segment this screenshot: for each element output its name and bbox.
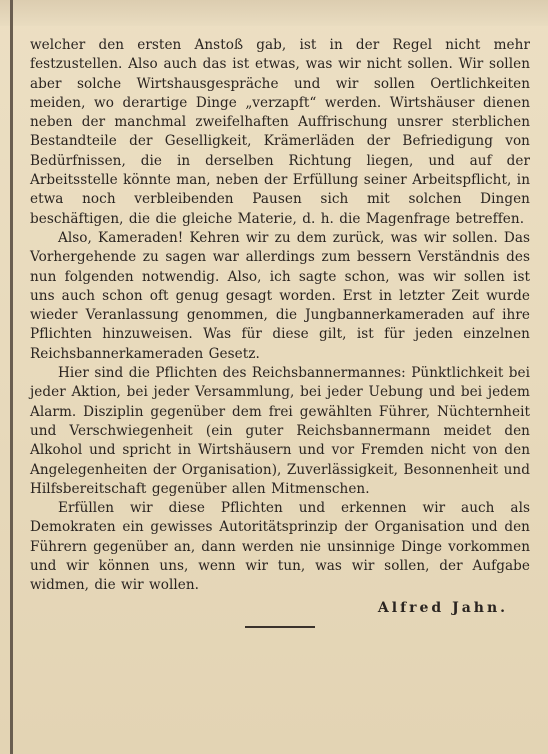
article-paragraph-2: Also, Kameraden! Kehren wir zu dem zurück, was wir sollen. Das Vorhergehende zu sagen war allerdings zum bessern Verständnis des nun folgenden notwendig. Also, ich sagte schon, was wir sollen ist uns auch schon oft genug gesagt worden. Erst in letzter Zeit wurde wieder Veranlassung genommen, die Jungbannerkameraden auf ihre Pflichten hinzuweisen. Was für diese gilt, ist für jeden einzelnen Reichsbannerkameraden Gesetz. [30, 229, 530, 362]
article-paragraph-4: Erfüllen wir diese Pflichten und erkennen wir auch als Demokraten ein gewisses Autoritätsprinzip der Organisation und den Führern gegenüber an, dann werden nie unsinnige Dinge vorkommen und wir können uns, wenn wir tun, was wir sollen, der Aufgabe widmen, die wir wollen. [30, 500, 530, 594]
paper-top-edge [0, 0, 548, 26]
article-end-rule [245, 626, 315, 628]
author-signature: Alfred Jahn. [377, 599, 508, 616]
column-divider-line [10, 0, 13, 754]
article-paragraph-3: Hier sind die Pflichten des Reichsbannermannes: Pünktlichkeit bei jeder Aktion, bei jeder Versammlung, bei jeder Uebung und bei jedem Alarm. Disziplin gegenüber dem frei gewählten Führer, Nüchternheit und Verschwiegenheit (ein guter Reichsbannermann meidet den Alkohol und spricht in Wirtshäusern und vor Fremden nicht von den Angelegenheiten der Organisation), Zuverlässigkeit, Besonnenheit und Hilfsbereitschaft gegenüber allen Mitmenschen. [30, 365, 530, 497]
article-body [30, 36, 530, 628]
article-paragraph-1: welcher den ersten Anstoß gab, ist in der Regel nicht mehr festzustellen. Also auch das ist etwas, was wir nicht sollen. Wir sollen aber solche Wirtshausgespräche und wir sollen Oertlichkeiten meiden, wo derartige Dinge „verzapft“ werden. Wirtshäuser dienen neben der manchmal zweifelhaften Auffrischung unsrer sterblichen Bestandteile der Geselligkeit, Krämerläden der Befriedigung von Bedürfnissen, die in derselben Richtung liegen, und auf der Arbeitsstelle könnte man, neben der Erfüllung seiner Arbeitspflicht, in etwa noch verbleibenden Pausen sich mit solchen Dingen beschäftigen, die die gleiche Materie, d. h. die Magenfrage betreffen. [30, 37, 530, 227]
